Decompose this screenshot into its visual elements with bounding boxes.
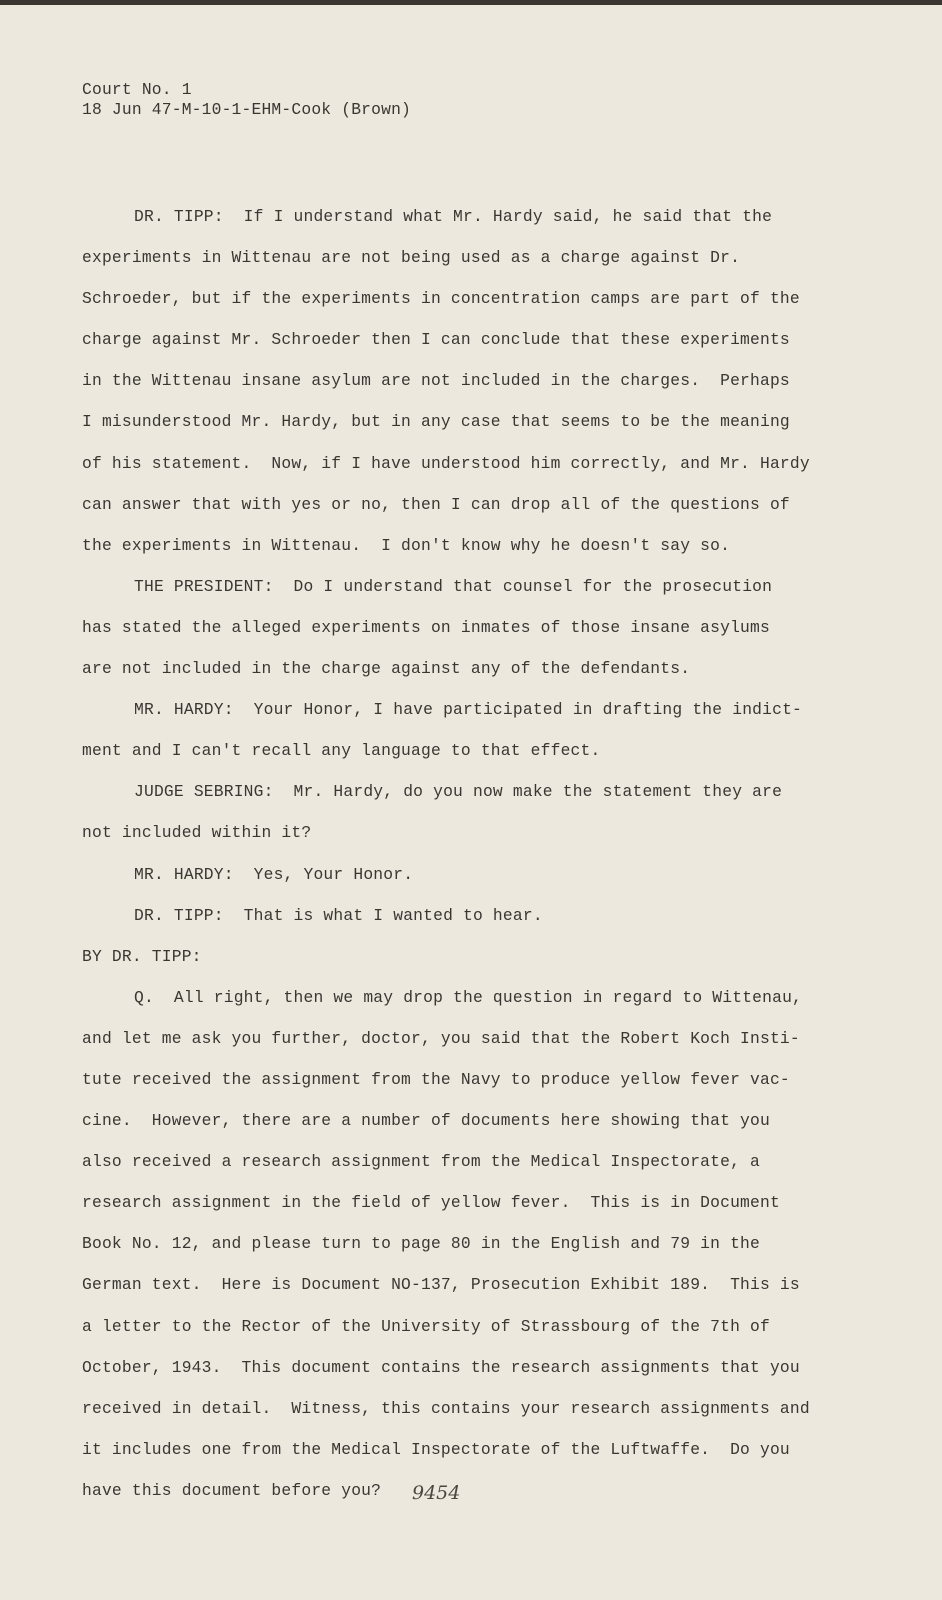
- transcript-line: German text. Here is Document NO-137, Prosecution Exhibit 189. This is: [82, 1275, 800, 1295]
- transcript-line: in the Wittenau insane asylum are not included in the charges. Perhaps: [82, 371, 790, 391]
- transcript-line: BY DR. TIPP:: [82, 946, 202, 966]
- transcript-line: received in detail. Witness, this contains your research assignments and: [82, 1398, 810, 1418]
- transcript-line: tute received the assignment from the Navy to produce yellow fever vac-: [82, 1069, 790, 1089]
- court-number: Court No. 1: [82, 80, 192, 99]
- transcript-line: JUDGE SEBRING: Mr. Hardy, do you now make the statement they are: [134, 782, 783, 802]
- transcript-line: also received a research assignment from the Medical Inspectorate, a: [82, 1152, 760, 1172]
- transcript-line: not included within it?: [82, 823, 312, 843]
- transcript-line: Book No. 12, and please turn to page 80 in the English and 79 in the: [82, 1234, 760, 1254]
- transcript-line: I misunderstood Mr. Hardy, but in any case that seems to be the meaning: [82, 412, 790, 432]
- transcript-line: are not included in the charge against any of the defendants.: [82, 659, 691, 679]
- transcript-reference: 18 Jun 47-M-10-1-EHM-Cook (Brown): [82, 100, 412, 119]
- transcript-line: MR. HARDY: Your Honor, I have participated in drafting the indict-: [134, 700, 803, 720]
- transcript-line: and let me ask you further, doctor, you said that the Robert Koch Insti-: [82, 1028, 800, 1048]
- transcript-line: it includes one from the Medical Inspectorate of the Luftwaffe. Do you: [82, 1439, 790, 1459]
- scan-edge: [0, 0, 942, 5]
- transcript-line: experiments in Wittenau are not being used as a charge against Dr.: [82, 248, 741, 268]
- transcript-line: of his statement. Now, if I have understood him correctly, and Mr. Hardy: [82, 453, 810, 473]
- transcript-body: [82, 196, 842, 1511]
- transcript-line: has stated the alleged experiments on inmates of those insane asylums: [82, 617, 770, 637]
- transcript-line: a letter to the Rector of the University of Strassbourg of the 7th of: [82, 1316, 770, 1336]
- transcript-line: the experiments in Wittenau. I don't know why he doesn't say so.: [82, 535, 731, 555]
- page-number: 9454: [412, 1482, 461, 1504]
- transcript-line: charge against Mr. Schroeder then I can conclude that these experiments: [82, 330, 790, 350]
- transcript-line: DR. TIPP: If I understand what Mr. Hardy said, he said that the: [134, 207, 773, 226]
- transcript-line: cine. However, there are a number of documents here showing that you: [82, 1111, 770, 1131]
- transcript-line: DR. TIPP: That is what I wanted to hear.: [134, 905, 543, 925]
- transcript-line: research assignment in the field of yellow fever. This is in Document: [82, 1193, 780, 1213]
- transcript-line: ment and I can't recall any language to that effect.: [82, 741, 601, 761]
- transcript-line: MR. HARDY: Yes, Your Honor.: [134, 864, 414, 884]
- transcript-line: have this document before you?: [82, 1480, 382, 1500]
- transcript-line: can answer that with yes or no, then I can drop all of the questions of: [82, 494, 790, 514]
- transcript-line: THE PRESIDENT: Do I understand that counsel for the prosecution: [134, 576, 773, 596]
- document-header: [82, 80, 411, 120]
- transcript-line: October, 1943. This document contains the research assignments that you: [82, 1357, 800, 1377]
- transcript-line: Q. All right, then we may drop the question in regard to Wittenau,: [134, 987, 803, 1007]
- transcript-line: Schroeder, but if the experiments in concentration camps are part of the: [82, 289, 800, 309]
